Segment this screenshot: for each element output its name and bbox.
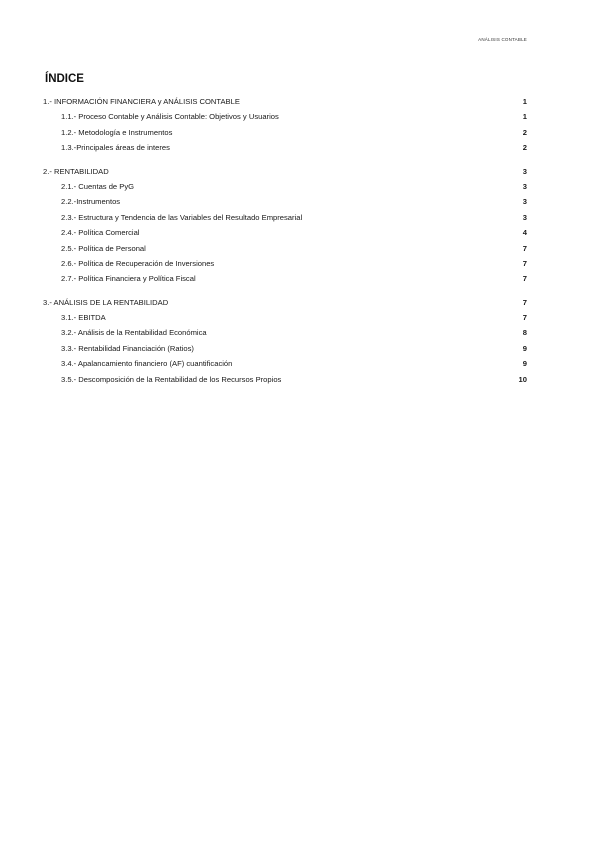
toc-entry-label: 1.2.- Metodología e Instrumentos (61, 127, 173, 137)
toc-page-number: 7 (522, 274, 527, 284)
toc-entry-label: 2.7.- Política Financiera y Política Fiscal (61, 274, 196, 284)
toc-entry-label: 2.2.-Instrumentos (61, 197, 121, 207)
toc-entry-3-1[interactable] (43, 310, 527, 325)
toc-page-number: 8 (522, 328, 527, 338)
toc-page-number: 9 (522, 343, 527, 353)
toc-entry-3-5[interactable] (43, 372, 527, 387)
toc-page-number: 3 (522, 212, 527, 222)
toc-entry-2-3[interactable] (43, 210, 527, 225)
toc-page-number: 7 (522, 297, 527, 307)
toc-entry-label: 2.5.- Política de Personal (61, 243, 146, 253)
toc-page-number: 3 (522, 197, 527, 207)
toc-page-number: 7 (522, 243, 527, 253)
toc-entry-2-7[interactable] (43, 271, 527, 286)
toc-entry-1-3[interactable] (43, 140, 527, 155)
toc-entry-2-6[interactable] (43, 256, 527, 271)
toc-entry-label: 1.- INFORMACIÓN FINANCIERA y ANÁLISIS CONTABLE (43, 97, 240, 106)
toc-page-number: 1 (522, 97, 527, 106)
toc-entry-label: 3.4.- Apalancamiento financiero (AF) cuantificación (61, 359, 233, 369)
toc-entry-2-2[interactable] (43, 194, 527, 209)
toc-entry-3-4[interactable] (43, 356, 527, 371)
toc-entry-label: 2.6.- Política de Recuperación de Inversiones (61, 258, 215, 268)
toc-entry-section-2[interactable] (43, 164, 527, 179)
toc-page-number: 2 (522, 127, 527, 137)
toc-entry-label: 1.3.-Principales áreas de interes (61, 143, 170, 153)
toc-entry-2-4[interactable] (43, 225, 527, 240)
running-header: ANÁLISIS CONTABLE (478, 37, 527, 42)
toc-entry-label: 2.1.- Cuentas de PyG (61, 181, 135, 191)
toc-entry-label: 2.3.- Estructura y Tendencia de las Variables del Resultado Empresarial (61, 212, 303, 222)
toc-entry-label: 3.3.- Rentabilidad Financiación (Ratios) (61, 343, 194, 353)
toc-page-number: 2 (522, 143, 527, 153)
toc-page-number: 10 (518, 374, 527, 384)
toc-title: ÍNDICE (45, 73, 84, 85)
toc-page-number: 7 (522, 258, 527, 268)
toc-page-number: 7 (522, 313, 527, 323)
toc-entry-3-3[interactable] (43, 341, 527, 356)
toc-entry-label: 3.1.- EBITDA (61, 313, 106, 323)
toc-page-number: 3 (522, 166, 527, 176)
toc-entry-2-1[interactable] (43, 179, 527, 194)
toc-entry-1-1[interactable] (43, 109, 527, 124)
toc-entry-1-2[interactable] (43, 125, 527, 140)
toc-page-number: 3 (522, 181, 527, 191)
toc-page-number: 9 (522, 359, 527, 369)
toc-entry-section-3[interactable] (43, 295, 527, 310)
toc-entry-label: 3.5.- Descomposición de la Rentabilidad de los Recursos Propios (61, 374, 282, 384)
toc-entry-3-2[interactable] (43, 325, 527, 340)
toc-entry-section-1[interactable] (43, 94, 527, 109)
toc-page-number: 4 (522, 228, 527, 238)
toc-entry-2-5[interactable] (43, 241, 527, 256)
toc-entry-label: 3.2.- Análisis de la Rentabilidad Económica (61, 328, 207, 338)
toc-entry-label: 2.- RENTABILIDAD (43, 166, 109, 176)
toc-entry-label: 1.1.- Proceso Contable y Análisis Contable: Objetivos y Usuarios (61, 112, 279, 122)
toc-entry-label: 2.4.- Política Comercial (61, 228, 140, 238)
table-of-contents (43, 94, 527, 395)
toc-entry-label: 3.- ANÁLISIS DE LA RENTABILIDAD (43, 297, 169, 307)
toc-page-number: 1 (522, 112, 527, 122)
toc-section-3 (43, 295, 527, 387)
toc-section-1 (43, 94, 527, 156)
toc-section-2 (43, 164, 527, 287)
